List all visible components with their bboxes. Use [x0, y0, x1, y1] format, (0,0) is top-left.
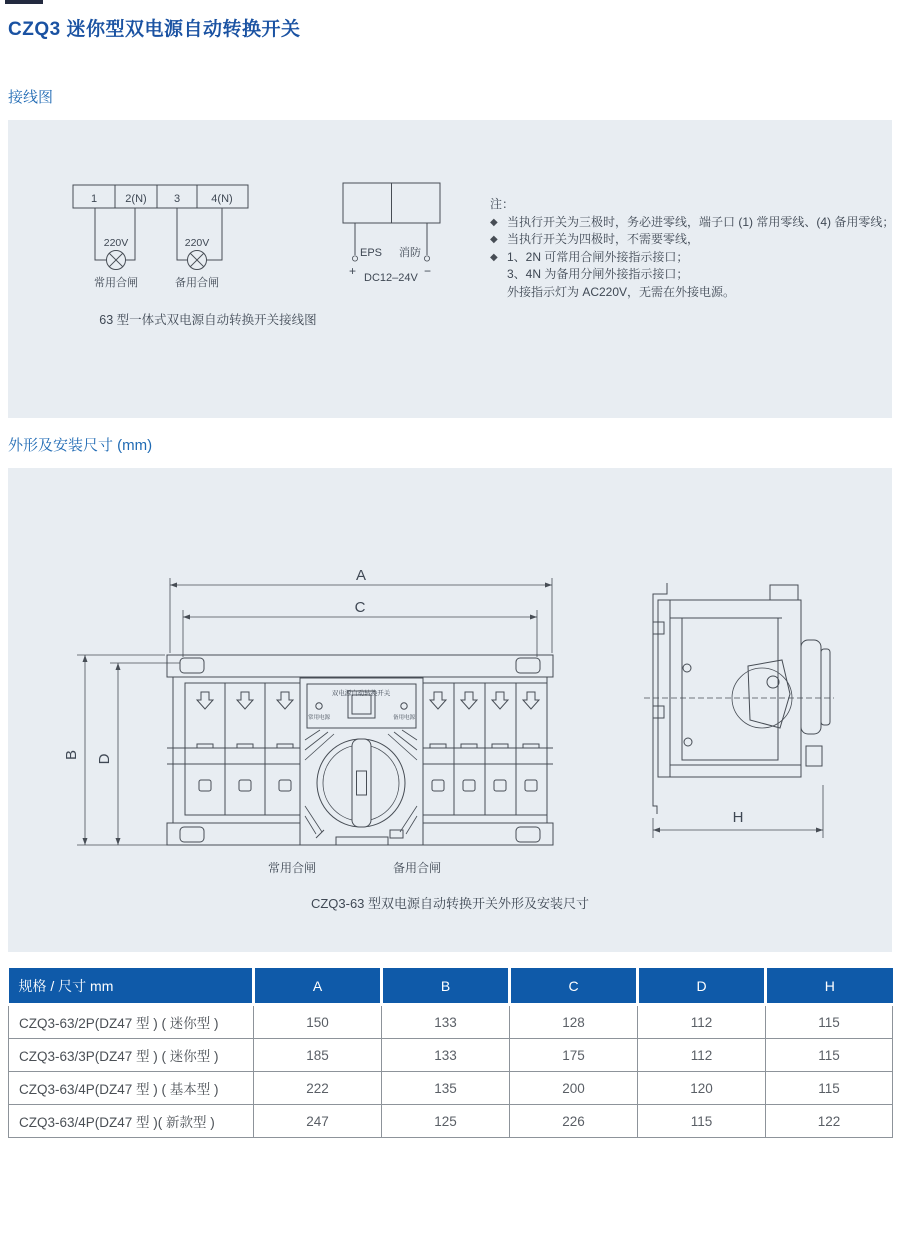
col-header-a: A: [254, 968, 382, 1005]
table-row: [9, 1039, 893, 1072]
fire-terminal-dot: [424, 256, 429, 261]
din-bracket: [653, 583, 667, 814]
lamp-2-voltage: 220V: [184, 237, 210, 249]
value-h: 122: [766, 1105, 893, 1138]
diamond-bullet-icon: ◆: [490, 251, 498, 263]
note-text: 当执行开关为四极时，不需要零线，: [507, 232, 700, 246]
module-title: 双电源自动转换开关: [331, 690, 391, 697]
mounting-tab: [180, 658, 204, 673]
wiring-diagram-caption: 63 型一体式双电源自动转换开关接线图: [99, 313, 317, 327]
value-c: 200: [510, 1072, 638, 1105]
wiring-panel: [8, 120, 895, 418]
value-b: 125: [382, 1105, 510, 1138]
value-a: 150: [254, 1005, 382, 1039]
side-body: [658, 600, 801, 777]
value-a: 185: [254, 1039, 382, 1072]
note-item: [490, 266, 890, 284]
dim-a-label: A: [355, 567, 367, 584]
model-cell: CZQ3-63/4P(DZ47 型 )( 新款型 ): [9, 1105, 254, 1138]
value-d: 120: [638, 1072, 766, 1105]
page-title: CZQ3 迷你型双电源自动转换开关: [8, 19, 301, 40]
screw-icon: [684, 738, 692, 746]
value-c: 175: [510, 1039, 638, 1072]
front-view-drawing: [60, 550, 580, 885]
table-row: [9, 1072, 893, 1105]
value-b: 133: [382, 1005, 510, 1039]
eps-voltage: DC12–24V: [364, 272, 418, 284]
terminal-1-label: 1: [90, 193, 98, 205]
page-corner-mark: [5, 0, 43, 4]
dimensions-caption: CZQ3-63 型双电源自动转换开关外形及安装尺寸: [310, 896, 590, 911]
note-text: 外接指示灯为 AC220V，无需在外接电源。: [507, 284, 736, 299]
model-cell: CZQ3-63/3P(DZ47 型 ) ( 迷你型 ): [9, 1039, 254, 1072]
dim-d-label: D: [96, 753, 113, 765]
indicator-right-label: 备用电源: [392, 715, 416, 721]
table-row: [9, 1105, 893, 1138]
fire-label: 消防: [399, 247, 421, 259]
note-text: 3、4N 为备用分闸外接指示接口；: [507, 267, 689, 281]
diamond-bullet-icon: ◆: [490, 216, 498, 228]
note-item: [490, 214, 895, 232]
front-label-normal: 常用合闸: [267, 861, 317, 875]
terminal-3-label: 3: [173, 193, 181, 205]
mounting-tab: [516, 827, 540, 842]
col-header-b: B: [382, 968, 510, 1005]
mounting-tab: [516, 658, 540, 673]
dimensions-panel: [8, 468, 892, 952]
diamond-bullet-icon: ◆: [490, 234, 498, 245]
eps-plus-sign: +: [349, 264, 357, 278]
front-label-backup: 备用合闸: [392, 861, 442, 875]
value-d: 115: [638, 1105, 766, 1138]
value-a: 247: [254, 1105, 382, 1138]
section-heading-dimensions: 外形及安装尺寸 (mm): [8, 437, 153, 454]
lamp-1-voltage: 220V: [103, 237, 129, 249]
value-b: 135: [382, 1072, 510, 1105]
value-c: 128: [510, 1005, 638, 1039]
note-text: 当执行开关为三极时，务必进零线，端子口 (1) 常用零线、(4) 备用零线；: [507, 214, 895, 229]
lamp-1-label: 常用合闸: [94, 277, 138, 289]
knob-handle: [352, 739, 371, 827]
col-header-d: D: [638, 968, 766, 1005]
model-cell: CZQ3-63/2P(DZ47 型 ) ( 迷你型 ): [9, 1005, 254, 1039]
value-d: 112: [638, 1005, 766, 1039]
lamp-2-label: 备用合闸: [175, 277, 219, 289]
terminal-2n-label: 2(N): [125, 193, 147, 205]
handle-hub: [801, 640, 821, 734]
terminal-4n-label: 4(N): [211, 193, 233, 205]
wiring-notes: [490, 196, 895, 301]
value-c: 226: [510, 1105, 638, 1138]
col-header-c: C: [510, 968, 638, 1005]
model-cell: CZQ3-63/4P(DZ47 型 ) ( 基本型 ): [9, 1072, 254, 1105]
eps-diagram: [340, 180, 470, 290]
notes-title: 注：: [490, 197, 515, 211]
mounting-tab: [180, 827, 204, 842]
eps-minus-sign: −: [424, 264, 432, 278]
section-heading-wiring: 接线图: [8, 89, 54, 106]
top-tab: [770, 585, 798, 600]
note-item: [490, 249, 890, 267]
spec-table-header-row: [9, 968, 893, 1005]
screw-icon: [683, 664, 691, 672]
indicator-left-label: 常用电源: [307, 715, 331, 721]
spec-table: [8, 968, 893, 1138]
side-view-drawing: [630, 570, 870, 865]
col-header-h: H: [766, 968, 893, 1005]
value-h: 115: [766, 1039, 893, 1072]
dim-c-label: C: [354, 599, 366, 616]
value-a: 222: [254, 1072, 382, 1105]
table-row: [9, 1005, 893, 1039]
note-text: 1、2N 可常用合闸外接指示接口；: [507, 249, 689, 264]
eps-label: EPS: [360, 247, 383, 259]
col-header-spec: 规格 / 尺寸 mm: [9, 968, 254, 1005]
wiring-diagram: [60, 175, 320, 325]
top-rail: [167, 655, 553, 677]
value-h: 115: [766, 1005, 893, 1039]
note-item: [490, 231, 890, 249]
value-h: 115: [766, 1072, 893, 1105]
value-d: 112: [638, 1039, 766, 1072]
dim-b-label: B: [63, 749, 80, 761]
value-b: 133: [382, 1039, 510, 1072]
dim-h-label: H: [732, 809, 744, 826]
eps-terminal-dot: [352, 256, 357, 261]
note-item: [490, 284, 890, 302]
